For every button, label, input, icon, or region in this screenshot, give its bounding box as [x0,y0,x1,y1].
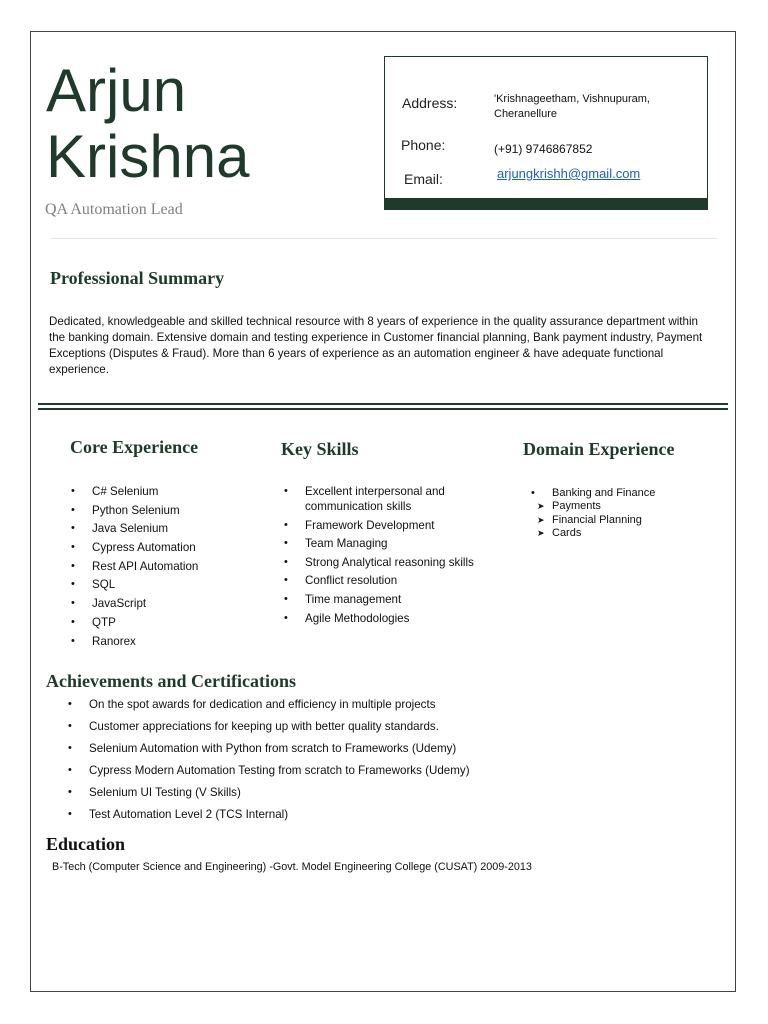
summary-text: Dedicated, knowledgeable and skilled technical resource with 8 years of experience in the quality assurance department within the banking domain. Extensive domain and testing experience in Customer financial planning, Bank payment industry, Payment Exceptions (Disputes & Fraud). More than 6 years of experience as an automation engineer & have adequate functional experience. [49,315,703,376]
candidate-name [46,58,249,190]
list-item: • JavaScript [71,596,261,611]
list-item: • Test Automation Level 2 (TCS Internal) [68,807,708,822]
address-label: Address: [402,95,458,111]
list-item: • Ranorex [71,634,261,649]
list-item: • Rest API Automation [71,559,261,574]
list-item: • Selenium UI Testing (V Skills) [68,785,708,800]
list-item: • Cypress Modern Automation Testing from scratch to Frameworks (Udemy) [68,763,708,778]
list-item: • Java Selenium [71,521,261,536]
achievements-heading: Achievements and Certifications [46,671,296,691]
list-item: • Framework Development [284,518,499,533]
list-item: • Python Selenium [71,503,261,518]
education-text: B-Tech (Computer Science and Engineering) -Govt. Model Engineering College (CUSAT) 2009-2013 [52,861,532,873]
domain-experience-heading: Domain Experience [523,439,675,459]
contact-box [384,56,708,210]
key-skills-heading: Key Skills [281,439,359,459]
list-item: • Time management [284,592,499,607]
list-item: • Strong Analytical reasoning skills [284,555,499,570]
core-experience-list [71,484,261,652]
email-label: Email: [404,171,443,187]
list-item: • SQL [71,577,261,592]
list-item: • On the spot awards for dedication and efficiency in multiple projects [68,697,708,712]
contact-accent-bar [385,198,707,209]
list-item: • Team Managing [284,536,499,551]
list-item: ➤ Financial Planning [537,514,707,528]
key-skills-list [284,484,499,629]
domain-experience-list [531,487,711,501]
phone-value: (+91) 9746867852 [494,142,593,156]
list-item: • Excellent interpersonal and communication skills [284,484,499,514]
list-item: • Selenium Automation with Python from scratch to Frameworks (Udemy) [68,741,708,756]
summary-heading: Professional Summary [50,268,225,288]
list-item: • Banking and Finance [531,487,711,501]
list-item: • Customer appreciations for keeping up with better quality standards. [68,719,708,734]
first-name: Arjun [46,57,187,124]
list-item: ➤ Cards [537,527,707,541]
section-divider [38,403,728,410]
education-heading: Education [46,834,126,854]
list-item: ➤ Payments [537,500,707,514]
job-title: QA Automation Lead [45,201,183,218]
list-item: • Agile Methodologies [284,611,499,626]
domain-sub-list [537,500,707,541]
address-value: 'Krishnageetham, Vishnupuram, Cheranellure [494,93,650,120]
last-name: Krishna [46,123,250,190]
list-item: • QTP [71,615,261,630]
list-item: • Cypress Automation [71,540,261,555]
list-item: • C# Selenium [71,484,261,499]
core-experience-heading: Core Experience [70,437,199,457]
phone-label: Phone: [401,137,446,153]
header-divider [50,238,718,239]
list-item: • Conflict resolution [284,573,499,588]
achievements-list [68,697,708,829]
email-link[interactable]: arjungkrishh@gmail.com [497,166,641,181]
